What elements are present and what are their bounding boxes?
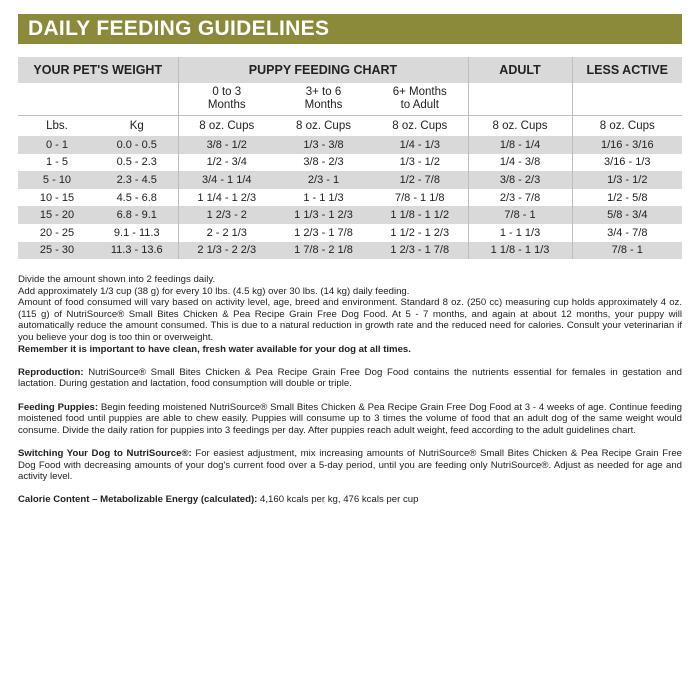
cell-puppy-3-6: 2/3 - 1 [275,171,372,189]
table-row [18,189,682,207]
cell-kg: 9.1 - 11.3 [113,226,160,239]
cell-adult: 1/4 - 3/8 [468,154,572,172]
unit-cups: 8 oz. Cups [468,116,572,137]
unit-cups: 8 oz. Cups [392,120,448,132]
feeding-notes [18,274,682,506]
cell-puppy-3-6: 1 1/3 - 1 2/3 [275,206,372,224]
cell-puppy-6-adult: 1 1/8 - 1 1/2 [372,206,468,224]
feeding-table [18,57,682,259]
switching-text: For easiest adjustment, mix increasing amounts of NutriSource® Small Bites Chicken & Pea Recipe Grain Free Dog Food with decreasing amounts of your dog's current food over a 5-day period, until you are feeding only NutriSource®. Adjust as needed for age and activity level. [18,447,682,483]
cell-puppy-6-adult: 1/2 - 7/8 [372,171,468,189]
title-banner [18,14,682,44]
cell-puppy-3-6: 1 - 1 1/3 [303,191,344,204]
cell-less-active: 1/2 - 5/8 [572,189,682,207]
cell-adult: 1 1/8 - 1 1/3 [468,242,572,260]
cell-less-active: 3/16 - 1/3 [572,154,682,172]
note-amount: Amount of food consumed will vary based on activity level, age, breed and environment. Standard 8 oz. (250 cc) measuring cup holds approximately 4 oz. (115 g) of NutriSource® Small Bites Chicken & Pea Recipe Grain Free Dog Food. At 5 - 7 months, and again at about 12 months, your puppy will automatically reduce the amount consumed. This is due to a natural reduction in growth rate and the reduced need for calories. Consult your veterinarian if you believe your dog is too thin or overweight. [18,297,682,343]
cell-puppy-3-6: 1 7/8 - 2 1/8 [275,242,372,260]
note-water: Remember it is important to have clean, fresh water available for your dog at all times. [18,343,411,355]
age-header-6-adult: 6+ Months to Adult [372,83,468,116]
unit-cups: 8 oz. Cups [296,120,351,132]
table-body [18,136,682,259]
calorie-paragraph [18,494,682,506]
cell-puppy-3-6: 3/8 - 2/3 [303,156,344,169]
cell-kg: 2.3 - 4.5 [96,171,178,189]
cell-puppy-0-3: 2 1/3 - 2 2/3 [178,242,275,260]
age-header-row [18,83,682,116]
unit-cups: 8 oz. Cups [572,116,682,137]
cell-adult: 1/8 - 1/4 [468,136,572,154]
cell-puppy-0-3: 1 2/3 - 2 [178,206,275,224]
cell-kg: 11.3 - 13.6 [96,242,178,260]
note-add: Add approximately 1/3 cup (38 g) for every 10 lbs. (4.5 kg) over 30 lbs. (14 kg) daily feeding. [18,285,410,297]
page-title: DAILY FEEDING GUIDELINES [28,17,330,40]
table-row [18,242,682,260]
unit-lbs: Lbs. [46,120,68,132]
cell-puppy-0-3: 3/4 - 1 1/4 [178,171,275,189]
feeding-puppies-text: Begin feeding moistened NutriSource® Small Bites Chicken & Pea Recipe Grain Free Dog Food at 3 - 4 weeks of age. Continue feeding moistened food until puppies are able to chew easily. Puppies will consume up to 3 times the volume of food that an adult dog of the same weight would consume. Divide the daily ration for puppies into 3 feedings per day. After puppies reach adult weight, feed according to the adult guidelines chart. [18,401,682,436]
cell-lbs: 25 - 30 [18,242,96,260]
unit-cups: 8 oz. Cups [178,116,275,137]
feeding-puppies-paragraph [18,402,682,437]
cell-kg: 0.0 - 0.5 [96,136,178,154]
reproduction-paragraph [18,367,682,390]
table-row [18,136,682,154]
age-header-3-6: 3+ to 6 Months [275,83,372,116]
cell-puppy-0-3: 3/8 - 1/2 [178,136,275,154]
cell-puppy-0-3: 1 1/4 - 1 2/3 [178,189,275,207]
cell-adult: 2/3 - 7/8 [468,189,572,207]
weight-header: YOUR PET'S WEIGHT [18,57,178,83]
cell-less-active: 3/4 - 7/8 [572,224,682,242]
cell-lbs: 15 - 20 [18,206,96,224]
calorie-text: 4,160 kcals per kg, 476 kcals per cup [257,494,419,506]
cell-lbs: 10 - 15 [39,191,75,204]
cell-adult: 1 - 1 1/3 [468,224,572,242]
cell-lbs: 5 - 10 [18,171,96,189]
switching-label: Switching Your Dog to NutriSource®: [18,447,192,459]
cell-less-active: 1/3 - 1/2 [572,171,682,189]
cell-lbs: 1 - 5 [45,156,68,169]
cell-kg: 4.5 - 6.8 [116,191,157,204]
switching-paragraph [18,448,682,483]
cell-puppy-0-3: 2 - 2 1/3 [178,224,275,242]
age-header-0-3: 0 to 3 Months [178,83,275,116]
cell-less-active: 1/16 - 3/16 [572,136,682,154]
table-header-row [18,57,682,83]
cell-puppy-6-adult: 1 1/2 - 1 2/3 [390,226,450,239]
table-row [18,171,682,189]
cell-adult: 3/8 - 2/3 [468,171,572,189]
unit-header-row [18,116,682,137]
note-divide: Divide the amount shown into 2 feedings daily. [18,274,216,285]
puppy-header: PUPPY FEEDING CHART [178,57,468,83]
cell-puppy-3-6: 1/3 - 3/8 [275,136,372,154]
reproduction-text: NutriSource® Small Bites Chicken & Pea Recipe Grain Free Dog Food contains the nutrients essential for females in gestation and lactation. During gestation and lactation, food consumption will double or triple. [18,366,682,390]
less-active-header: LESS ACTIVE [572,57,682,83]
adult-header: ADULT [468,57,572,83]
cell-kg: 6.8 - 9.1 [96,206,178,224]
table-row [18,224,682,242]
cell-adult: 7/8 - 1 [468,206,572,224]
unit-kg: Kg [129,120,144,132]
cell-lbs: 0 - 1 [18,136,96,154]
cell-less-active: 5/8 - 3/4 [572,206,682,224]
cell-puppy-6-adult: 1 2/3 - 1 7/8 [372,242,468,260]
cell-puppy-6-adult: 7/8 - 1 1/8 [394,191,445,204]
cell-puppy-3-6: 1 2/3 - 1 7/8 [294,226,353,239]
reproduction-label: Reproduction: [18,366,84,378]
cell-puppy-6-adult: 1/4 - 1/3 [372,136,468,154]
cell-kg: 0.5 - 2.3 [116,156,157,169]
table-row [18,154,682,172]
cell-puppy-6-adult: 1/3 - 1/2 [399,156,440,169]
cell-less-active: 7/8 - 1 [572,242,682,260]
feeding-puppies-label: Feeding Puppies: [18,401,99,413]
cell-puppy-0-3: 1/2 - 3/4 [178,154,275,172]
table-row [18,206,682,224]
cell-lbs: 20 - 25 [39,226,75,239]
calorie-label: Calorie Content – Metabolizable Energy (calculated): [18,494,258,506]
